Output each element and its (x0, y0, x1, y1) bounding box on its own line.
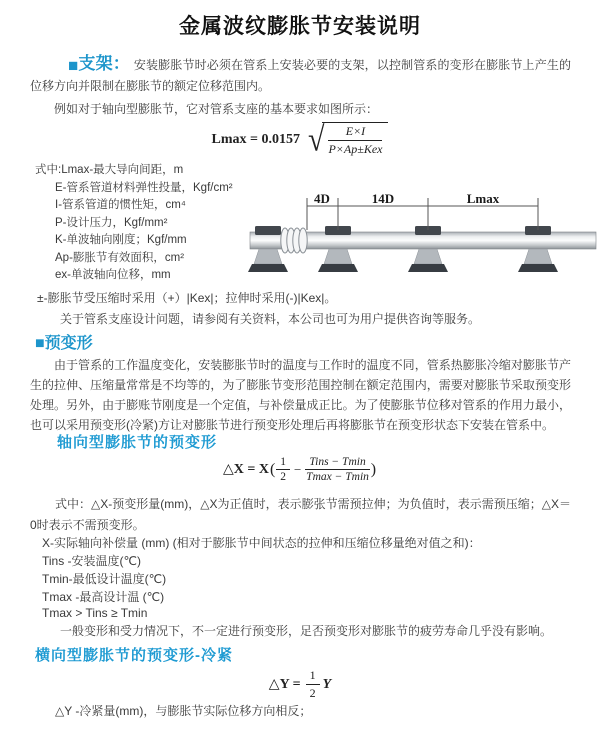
formula-dx-temp-fraction (305, 456, 369, 483)
axial-variable: X-实际轴向补偿量 (mm) (相对于膨胀节中间状态的拉伸和压缩位移量绝对值之和)： (42, 536, 481, 550)
open-paren: ( (269, 460, 276, 478)
section-title-predeform (35, 330, 93, 353)
formula-variable: E-管系管道材料弹性投量，Kgf/cm² (55, 181, 233, 194)
axial-variable: Tins -安装温度(℃) (42, 554, 142, 568)
half-denominator: 2 (280, 471, 287, 483)
formula-variable: K-单波轴向刚度；Kgf/mm (55, 234, 187, 246)
predeform-label: 预变形 (44, 335, 93, 352)
formula-variable: Ap-膨胀节有效面积，cm² (55, 251, 185, 264)
support-example-line: 例如对于轴向型膨胀节，它对管系支座的基本要求如图所示： (54, 102, 379, 116)
formula-dx-description: 式中：△X-预变形量(mm)，△X为正值时，表示膨张节需预拉伸；为负值时，表示需预压缩；△X＝0时表示不需预变形。 (30, 497, 571, 532)
formula-lmax-radicand (322, 122, 388, 157)
axial-general-note: 一般变形和受力情况下，不一定进行预变形，足否预变形对膨胀节的疲劳寿命几乎没有影响。 (60, 624, 553, 638)
section-title-support: 支架： (78, 54, 130, 73)
axial-variable: Tmax > Tins ≥ Tmin (42, 606, 148, 620)
formula-variable: 式中:Lmax-最大导向间距，m (35, 164, 184, 176)
page-title: 金属波纹膨胀节安装说明 (179, 15, 421, 38)
pipe-support-diagram (246, 192, 600, 292)
formula-lmax-numerator: E×I (328, 124, 382, 141)
dy-numerator: 1 (306, 668, 320, 685)
minus-operator: − (294, 461, 302, 477)
heading-axial-predeform: 轴向型膨胀节的预变形 (57, 434, 218, 451)
formula-dy-rhs: Y (322, 676, 332, 692)
dimension-label-4d: 4D (314, 192, 330, 206)
bellows-icon (281, 228, 307, 253)
formula-delta-x (0, 456, 600, 483)
axial-variable: Tmin-最低设计温度(℃) (42, 572, 167, 586)
support-intro-paragraph (30, 55, 571, 97)
formula-dx-lhs: △X = X (222, 462, 269, 477)
sqrt-icon: √ (308, 119, 325, 158)
formula-variable: I-管系管道的惯性矩，cm⁴ (55, 199, 186, 211)
section-square-icon: ■ (35, 335, 45, 352)
close-paren: ) (370, 460, 377, 478)
formula-dx-half (276, 456, 290, 483)
dimension-label-14d: 14D (371, 192, 395, 206)
temp-numerator: Tins − Tmin (305, 456, 369, 470)
half-numerator: 1 (276, 456, 290, 470)
formula-variable: P-设计压力，Kgf/mm² (55, 216, 168, 229)
formula-lmax-lhs: Lmax = 0.0157 (211, 131, 300, 147)
formula-lmax (0, 119, 600, 158)
support-intro-text: 安装膨胀节时必须在管系上安装必要的支架，以控制管系的变形在膨胀节上产生的位移方向并限制在膨胀节的额定位移范围内。 (30, 58, 571, 93)
formula-delta-y (0, 668, 600, 701)
formula-dy-half (306, 668, 320, 701)
dimension-label-lmax: Lmax (466, 192, 500, 206)
axial-variable: Tmax -最高设计温 (℃) (42, 590, 165, 604)
formula-variable: ex-单波轴向位移，mm (55, 269, 171, 281)
predeform-paragraph: 由于管系的工作温度变化，安装膨胀节时的温度与工作时的温度不同，管系热膨胀冷缩对膨胀节产生的拉伸、压缩量常常是不均等的，为了膨胀节变形范围控制在额定范围内，需要对膨胀节采取预变形处理。另外，由于膨账节刚度是一个定值，与补偿量成正比。为了使膨胀节位移对管系的作用力最小，也可以采用预变形(冷紧)方让对膨胀节进行预变形处理后再将膨胀节在预变形状态下安装在管系中。 (30, 358, 571, 432)
formula-lmax-denominator: P×Ap±Kex (328, 142, 383, 156)
temp-denominator: Tmax − Tmin (306, 471, 369, 483)
dimension-lines (307, 198, 538, 230)
service-note: 关于管系支座设计问题，请参阅有关资料，本公司也可为用户提供咨询等服务。 (60, 312, 481, 326)
formula-dy-description: △Y -冷紧量(mm)，与膨胀节实际位移方向相反； (55, 704, 312, 718)
kex-sign-note: ±-膨胀节受压缩时采用（+）|Kex|；拉伸时采用(-)|Kex|。 (37, 291, 337, 305)
heading-lateral-predeform: 横向型膨胀节的预变形-冷紧 (35, 647, 233, 664)
dy-denominator: 2 (309, 686, 316, 700)
formula-dy-lhs: △Y = (268, 677, 301, 692)
formula-variable-list (35, 162, 233, 285)
section-square-icon: ■ (68, 56, 79, 75)
formula-lmax-fraction (328, 124, 382, 157)
